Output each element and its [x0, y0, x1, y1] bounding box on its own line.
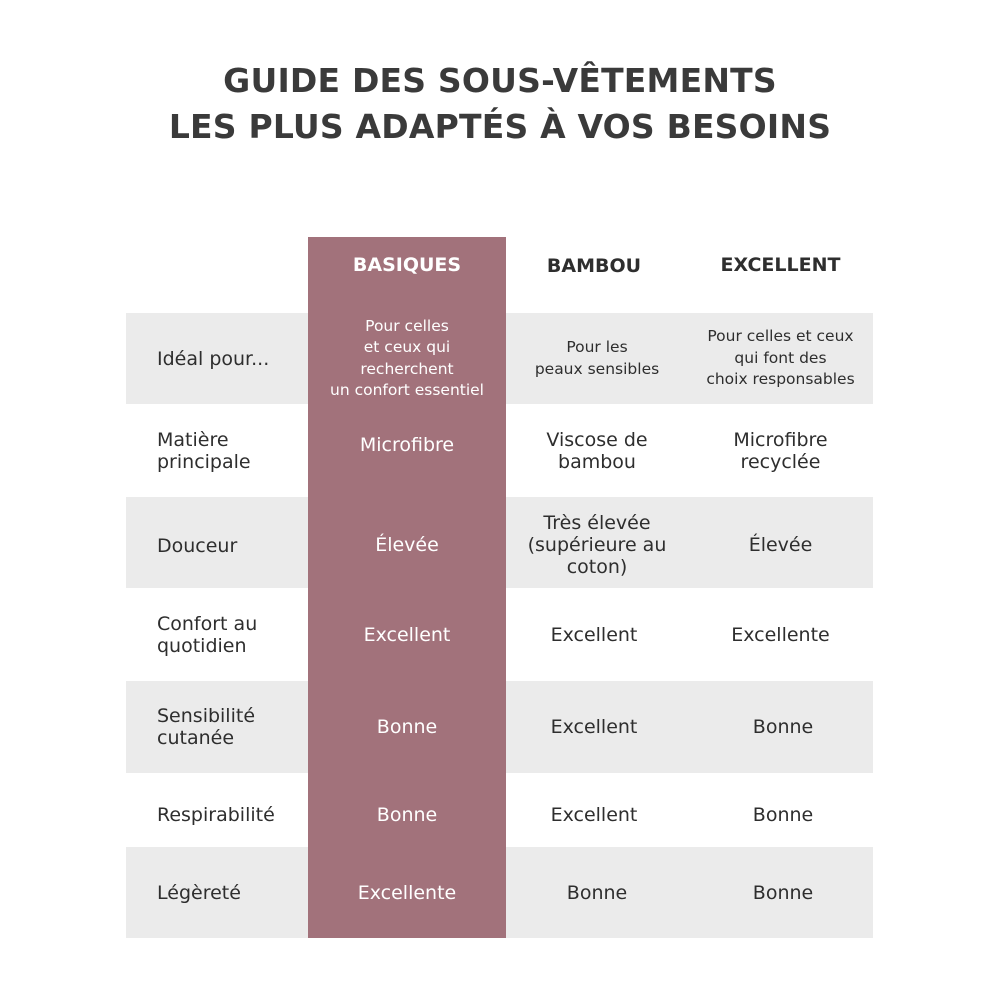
page-title [0, 58, 1000, 150]
row-label: Légèreté [157, 881, 241, 904]
column-header-basiques: BASIQUES [352, 253, 462, 276]
cell-basiques: Microfibre [359, 434, 455, 456]
column-header-excellent: EXCELLENT [720, 253, 841, 276]
cell-basiques: Pour celles et ceux qui recherchent un confort essentiel [330, 316, 484, 399]
row-label: Confort au quotidien [157, 612, 258, 657]
cell-basiques: Bonne [376, 716, 438, 738]
column-header-bambou: BAMBOU [546, 255, 642, 277]
cell-bambou: Excellent [550, 804, 638, 826]
cell-excellent: Bonne [752, 881, 814, 904]
cell-bambou: Excellent [550, 623, 638, 646]
cell-excellent: Élevée [748, 533, 813, 556]
cell-basiques: Excellent [363, 623, 451, 646]
cell-basiques: Excellente [357, 881, 457, 904]
cell-basiques: Bonne [376, 804, 438, 826]
cell-bambou: Pour les peaux sensibles [534, 338, 660, 378]
row-label: Matière principale [157, 428, 251, 473]
cell-excellent: Bonne [752, 804, 814, 826]
row-label: Sensibilité cutanée [157, 705, 256, 749]
cell-bambou: Très élevée (supérieure au coton) [527, 511, 667, 578]
title-line-2: LES PLUS ADAPTÉS À VOS BESOINS [168, 107, 832, 146]
row-label: Idéal pour... [157, 347, 270, 370]
row-label: Respirabilité [157, 804, 275, 826]
title-line-1: GUIDE DES SOUS-VÊTEMENTS [223, 61, 777, 100]
cell-bambou: Bonne [566, 881, 628, 904]
cell-excellent: Bonne [752, 716, 814, 738]
cell-excellent: Microfibre recyclée [733, 428, 828, 473]
cell-excellent: Pour celles et ceux qui font des choix responsables [706, 327, 855, 389]
row-label: Douceur [157, 535, 238, 557]
cell-bambou: Viscose de bambou [546, 428, 648, 473]
cell-excellent: Excellente [731, 623, 830, 646]
cell-bambou: Excellent [550, 716, 638, 738]
cell-basiques: Élevée [375, 533, 439, 556]
